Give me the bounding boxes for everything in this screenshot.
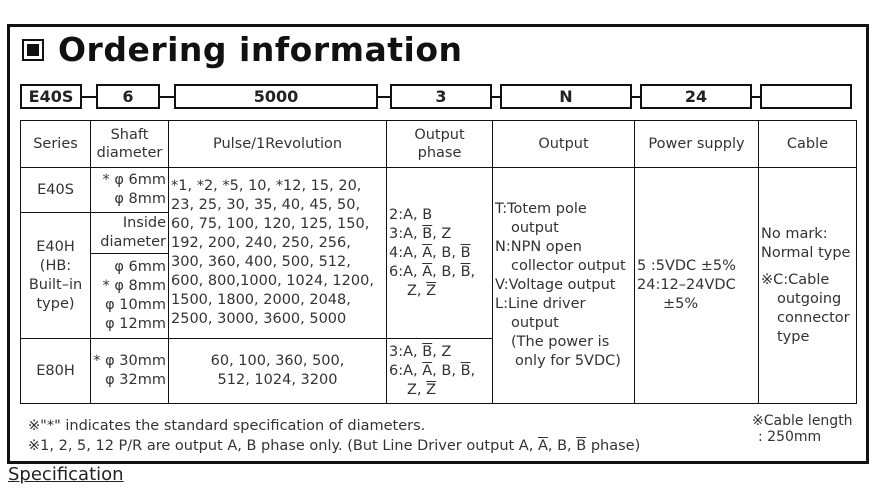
power-list: 5 :5VDC ±5% 24:12–24VDC ±5% <box>635 168 759 404</box>
shaft-inside: Inside diameter <box>91 213 169 254</box>
table-row <box>21 168 857 213</box>
code-box-phase: 3 <box>390 84 492 109</box>
specification-link[interactable]: Specification <box>8 464 124 485</box>
output-list: T:Totem pole output N:NPN open collector output V:Voltage output L:Line driver output (The power is only for 5VDC) <box>493 168 635 404</box>
note-phase-output: ※1, 2, 5, 12 P/R are output A, B phase only. (But Line Driver output A, $\overline{A}$, B, $\overline{B}$ phase) <box>28 438 641 454</box>
code-dash <box>160 96 174 98</box>
header-cable: Cable <box>759 121 857 168</box>
code-dash <box>492 96 500 98</box>
code-dash <box>632 96 640 98</box>
ordering-table <box>20 120 857 404</box>
note-cable-length: ※Cable length : 250mm <box>752 413 853 445</box>
code-dash <box>82 96 96 98</box>
code-box-power: 24 <box>640 84 752 109</box>
header-power: Power supply <box>635 121 759 168</box>
series-e40h: E40H (HB: Built–in type) <box>21 213 91 339</box>
shaft-e40h: φ 6mm * φ 8mm φ 10mm φ 12mm <box>91 254 169 339</box>
header-row <box>21 121 857 168</box>
code-dash <box>752 96 760 98</box>
series-e40s: E40S <box>21 168 91 213</box>
pulse-list: *1, *2, *5, 10, *12, 15, 20, 23, 25, 30, 35, 40, 45, 50, 60, 75, 100, 120, 125, 150, 192, 200, 240, 250, 256, 300, 360, 400, 500, 512, 600, 800,1000, 1024, 1200, 1500, 1800, 2000, 2048, 2500, 3000, 3600, 5000 <box>169 168 387 339</box>
code-box-series: E40S <box>20 84 82 109</box>
header-series: Series <box>21 121 91 168</box>
code-box-shaft: 6 <box>96 84 160 109</box>
code-box-output: N <box>500 84 632 109</box>
section-title <box>22 30 463 69</box>
cable-list: No mark: Normal type ※C:Cable outgoing connector type <box>759 168 857 404</box>
series-e80h: E80H <box>21 339 91 404</box>
square-bullet-icon <box>22 39 44 61</box>
phase-list: 2:A, B 3:A, $\overline{B}$, Z 4:A, $\overline{A}$, B, $\overline{B}$ 6:A, $\overline{A}$, B, $\overline{B}$, Z, $\overline{Z}$ <box>387 168 493 339</box>
header-output: Output <box>493 121 635 168</box>
pulse-e80h: 60, 100, 360, 500, 512, 1024, 3200 <box>169 339 387 404</box>
title-text: Ordering information <box>58 30 463 69</box>
code-box-pulse: 5000 <box>174 84 378 109</box>
code-box-cable <box>760 84 852 109</box>
header-pulse: Pulse/1Revolution <box>169 121 387 168</box>
shaft-e40s: * φ 6mm φ 8mm <box>91 168 169 213</box>
code-dash <box>378 96 390 98</box>
header-phase: Output phase <box>387 121 493 168</box>
phase-e80h: 3:A, $\overline{B}$, Z 6:A, $\overline{A}$, B, $\overline{B}$, Z, $\overline{Z}$ <box>387 339 493 404</box>
shaft-e80h: * φ 30mm φ 32mm <box>91 339 169 404</box>
note-standard-diameter: ※"*" indicates the standard specification of diameters. <box>28 418 426 434</box>
header-shaft: Shaft diameter <box>91 121 169 168</box>
